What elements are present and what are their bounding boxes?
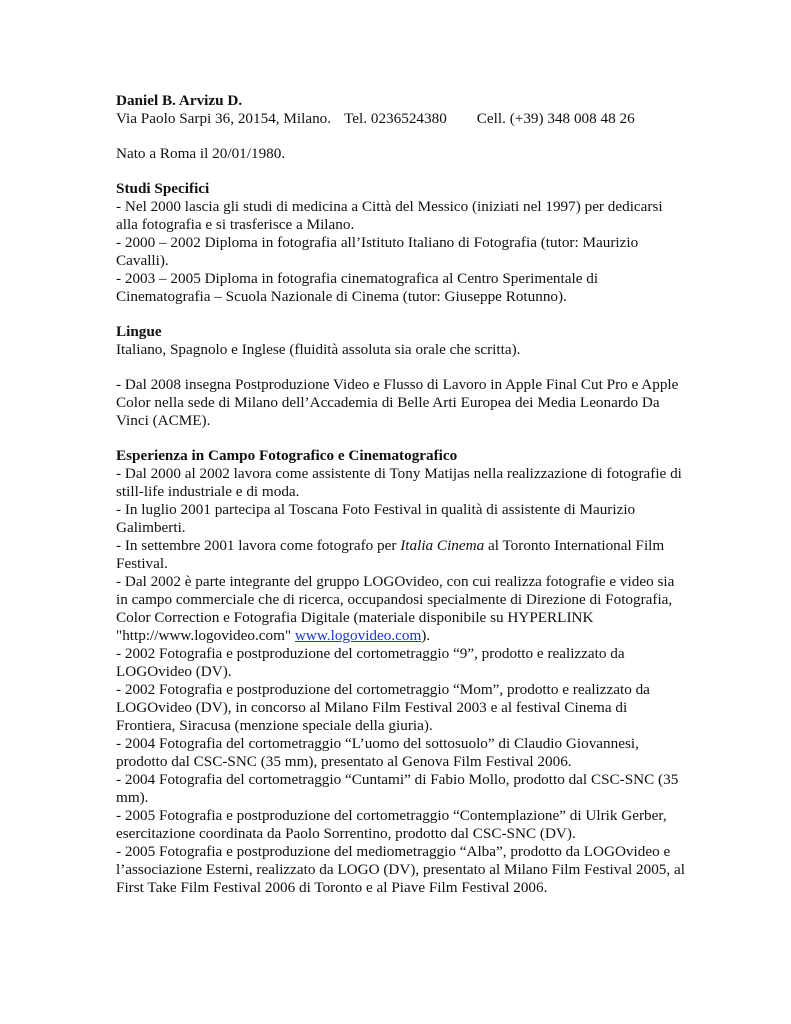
cv-document [116,92,686,897]
lingue-text: Italiano, Spagnolo e Inglese (fluidità assoluta sia orale che scritta). [116,341,521,358]
section-title-lingue: Lingue [116,323,162,340]
teaching-item: - Dal 2008 insegna Postproduzione Video e Flusso di Lavoro in Apple Final Cut Pro e Apple Color nella sede di Milano dell’Accademia di Belle Arti Europea dei Media Leonardo Da Vinci (ACME). [116,376,679,429]
contact-line [116,110,686,128]
item-text: ). [421,627,431,644]
esperienza-item: - 2002 Fotografia e postproduzione del cortometraggio “9”, prodotto e realizzato da LOGOvideo (DV). [116,645,625,680]
cell-phone: Cell. (+39) 348 008 48 26 [476,110,635,127]
esperienza-item [116,573,686,645]
item-text: - Dal 2002 è parte integrante del gruppo LOGOvideo, con cui realizza fotografie e video sia in campo commerciale che di ricerca, occupandosi specialmente di Direzione di Fotografia, Color Correction e Fotografia Digitale (materiale disponibile su HYPERLINK "http://www.logovideo.com" [116,573,675,644]
esperienza-item: - In luglio 2001 partecipa al Toscana Foto Festival in qualità di assistente di Maurizio Galimberti. [116,501,636,536]
phone: Tel. 0236524380 [344,110,447,127]
logovideo-link[interactable]: www.logovideo.com [294,627,422,644]
address: Via Paolo Sarpi 36, 20154, Milano. [116,110,332,127]
esperienza-item: - 2002 Fotografia e postproduzione del cortometraggio “Mom”, prodotto e realizzato da LOGOvideo (DV), in concorso al Milano Film Festival 2003 e al festival Cinema di Frontiera, Siracusa (menzione speciale della giuria). [116,681,650,734]
esperienza-item: - 2004 Fotografia del cortometraggio “L’uomo del sottosuolo” di Claudio Giovannesi, prodotto dal CSC-SNC (35 mm), presentato al Genova Film Festival 2006. [116,735,639,770]
item-text: - In settembre 2001 lavora come fotografo per [116,537,401,554]
italia-cinema-title: Italia Cinema [400,537,485,554]
section-title-studi: Studi Specifici [116,180,210,197]
section-title-esperienza: Esperienza in Campo Fotografico e Cinematografico [116,447,458,464]
studi-item: - Nel 2000 lascia gli studi di medicina a Città del Messico (iniziati nel 1997) per dedicarsi alla fotografia e si trasferisce a Milano. [116,198,663,233]
esperienza-item: - 2005 Fotografia e postproduzione del mediometraggio “Alba”, prodotto da LOGOvideo e l’associazione Esterni, realizzato da LOGO (DV), presentato al Milano Film Festival 2005, al First Take Film Festival 2006 di Toronto e al Piave Film Festival 2006. [116,843,685,896]
studi-item: - 2003 – 2005 Diploma in fotografia cinematografica al Centro Sperimentale di Cinematografia – Scuola Nazionale di Cinema (tutor: Giuseppe Rotunno). [116,270,599,305]
studi-item: - 2000 – 2002 Diploma in fotografia all’Istituto Italiano di Fotografia (tutor: Maurizio Cavalli). [116,234,639,269]
item-text: al Toronto International Film Festival. [116,537,665,572]
esperienza-item [116,537,686,573]
birth-info: Nato a Roma il 20/01/1980. [116,145,286,162]
esperienza-item: - Dal 2000 al 2002 lavora come assistente di Tony Matijas nella realizzazione di fotografie di still-life industriale e di moda. [116,465,682,500]
person-name: Daniel B. Arvizu D. [116,92,243,109]
esperienza-item: - 2004 Fotografia del cortometraggio “Cuntami” di Fabio Mollo, prodotto dal CSC-SNC (35 mm). [116,771,679,806]
esperienza-item: - 2005 Fotografia e postproduzione del cortometraggio “Contemplazione” di Ulrik Gerber, esercitazione coordinata da Paolo Sorrentino, prodotto dal CSC-SNC (DV). [116,807,667,842]
